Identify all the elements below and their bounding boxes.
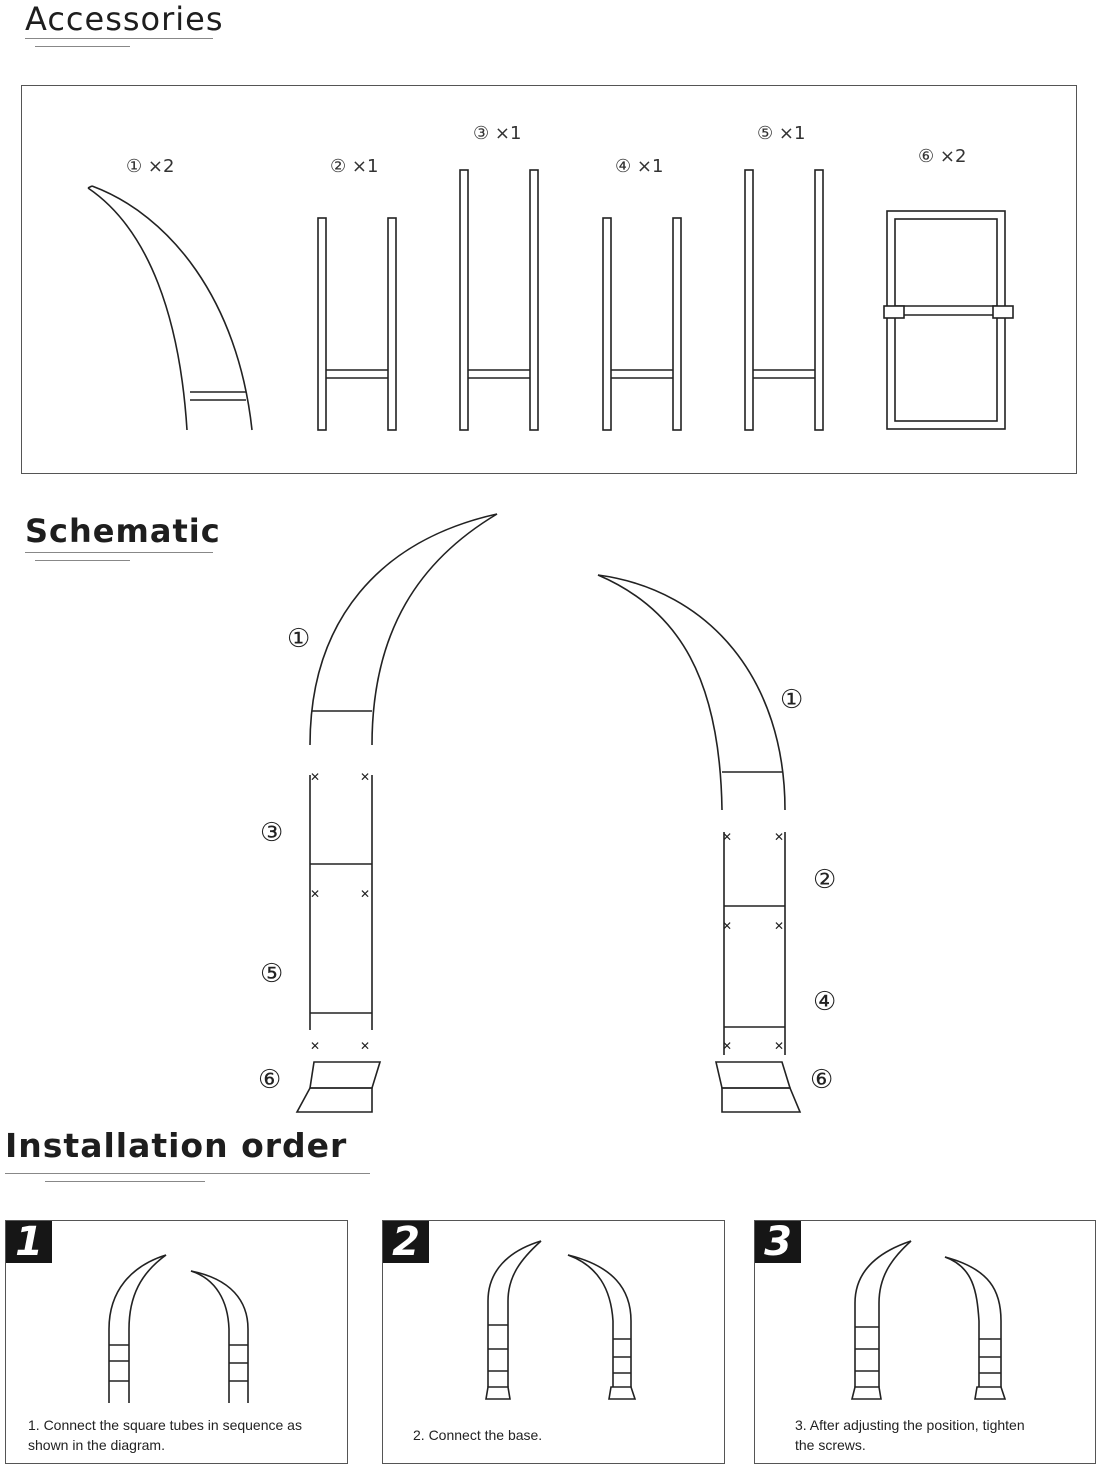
step-3-panel	[754, 1220, 1096, 1464]
accessory-4-qty: ④ ×1	[615, 156, 664, 177]
installation-underline-short	[45, 1181, 205, 1182]
step-3-number: 3	[755, 1221, 801, 1263]
accessory-3-qty: ③ ×1	[473, 123, 522, 144]
schematic-left-callout-5: ⑤	[260, 959, 284, 989]
svg-text:✕: ✕	[774, 830, 785, 844]
schematic-left-callout-6: ⑥	[258, 1065, 282, 1095]
svg-text:✕: ✕	[360, 1039, 371, 1053]
svg-text:✕: ✕	[360, 887, 371, 901]
svg-text:✕: ✕	[774, 1039, 785, 1053]
step-1-panel	[5, 1220, 348, 1464]
accessories-heading: Accessories	[25, 0, 224, 38]
step-2-panel	[382, 1220, 725, 1464]
schematic-right-callout-1: ①	[780, 685, 804, 715]
accessory-6-qty: ⑥ ×2	[918, 146, 967, 167]
step-3-text-line1: 3. After adjusting the position, tighten	[795, 1417, 1025, 1433]
step-3-text-line2: the screws.	[795, 1437, 866, 1453]
step-1-text-line1: 1. Connect the square tubes in sequence as	[28, 1417, 302, 1433]
schematic-right-callout-6: ⑥	[810, 1065, 834, 1095]
installation-heading: Installation order	[5, 1126, 348, 1165]
svg-text:✕: ✕	[310, 770, 321, 784]
schematic-left-callout-3: ③	[260, 818, 284, 848]
schematic-left-callout-1: ①	[287, 624, 311, 654]
schematic-heading: Schematic	[25, 512, 221, 550]
svg-text:✕: ✕	[360, 770, 371, 784]
schematic-right-callout-4: ④	[813, 987, 837, 1017]
installation-underline	[5, 1173, 370, 1174]
step-2-number: 2	[383, 1221, 429, 1263]
svg-text:✕: ✕	[722, 1039, 733, 1053]
step-2-text-line1: 2. Connect the base.	[413, 1427, 543, 1443]
schematic-right-callout-2: ②	[813, 865, 837, 895]
step-1-text-line2: shown in the diagram.	[28, 1437, 165, 1453]
accessory-1-qty: ① ×2	[126, 156, 175, 177]
accessory-5-qty: ⑤ ×1	[757, 123, 806, 144]
accessory-2-qty: ② ×1	[330, 156, 379, 177]
svg-text:✕: ✕	[774, 919, 785, 933]
svg-text:✕: ✕	[722, 919, 733, 933]
svg-text:✕: ✕	[722, 830, 733, 844]
svg-text:✕: ✕	[310, 1039, 321, 1053]
step-1-number: 1	[6, 1221, 52, 1263]
svg-text:✕: ✕	[310, 887, 321, 901]
